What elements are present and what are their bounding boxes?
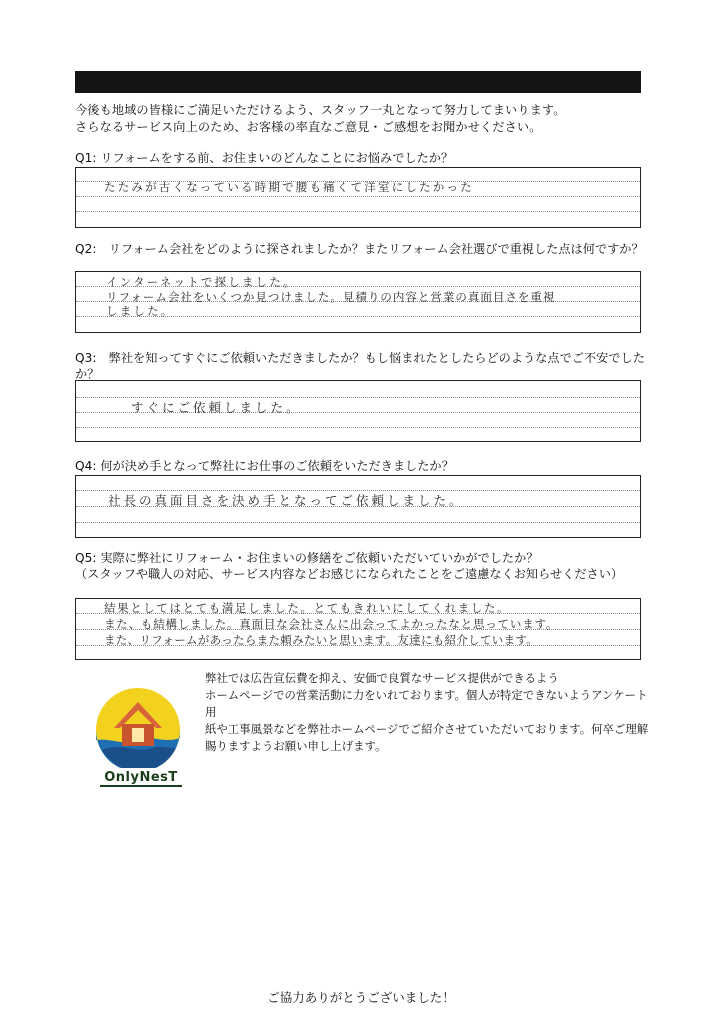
answer-box-1 [75,167,641,228]
answer-2-line: リフォーム会社をいくつか見つけました。見積りの内容と営業の真面目さを重視 [106,290,556,304]
intro-line: 今後も地域の皆様にご満足いただけるよう、スタッフ一丸となって努力してまいります。 [75,103,566,117]
answer-5-line: また、リフォームがあったらまた頼みたいと思います。友達にも紹介しています。 [104,633,539,647]
question-5 [75,550,645,582]
question-3: Q3: 弊社を知ってすぐにご依頼いただきましたか？もし悩まれたとしたらどのような点でご不安でしたか？ [75,351,645,381]
answer-5-line: また、も結構しました。真面目な会社さんに出会ってよかったなと思っています。 [104,617,559,631]
answer-4-line: 社長の真面目さを決め手となってご依頼しました。 [108,493,465,508]
answer-3-line: すぐにご依頼しました。 [131,400,302,415]
question-5-main: Q5: 実際に弊社にリフォーム・お住まいの修繕をご依頼いただいていかがでしたか？ [75,551,539,565]
question-1: Q1: リフォームをする前、お住まいのどんなことにお悩みでしたか？ [75,151,454,165]
company-notice-line: 弊社では広告宣伝費を抑え、安価で良質なサービス提供ができるよう [205,671,559,685]
company-notice-line: 紙や工事風景などを弊社ホームページでご紹介させていただいております。何卒ご理解 [205,722,649,736]
company-notice [205,670,655,755]
intro-text [75,102,655,136]
question-2: Q2: リフォーム会社をどのように探されましたか？またリフォーム会社選びで重視した点は何ですか？ [75,242,644,256]
logo-text: OnlyNesT [100,770,182,787]
answer-5-line: 結果としてはとても満足しました。とてもきれいにしてくれました。 [104,601,511,615]
answer-box-5 [75,598,641,660]
company-notice-line: ホームページでの営業活動に力をいれております。個人が特定できないようアンケート用 [205,688,648,719]
question-5-sub: （スタッフや職人の対応、サービス内容などお感じになられたことをご遠慮なくお知らせください） [75,567,624,581]
intro-line: さらなるサービス向上のため、お客様の率直なご意見・ご感想をお聞かせください。 [75,120,542,134]
answer-1-line: たたみが古くなっている時期で腰も痛くて洋室にしたかった [104,180,474,194]
answer-box-2 [75,271,641,333]
company-notice-line: 賜りますようお願い申し上げます。 [205,739,387,753]
thank-you-footer: ご協力ありがとうございました！ [267,990,455,1005]
answer-2-line: しました。 [106,304,175,318]
header-bar [75,71,641,93]
question-4: Q4: 何が決め手となって弊社にお仕事のご依頼をいただきましたか？ [75,459,454,473]
company-logo [92,684,188,792]
answer-2-line: インターネットで探しました。 [106,275,297,289]
answer-box-3 [75,380,641,442]
answer-box-4 [75,475,641,538]
